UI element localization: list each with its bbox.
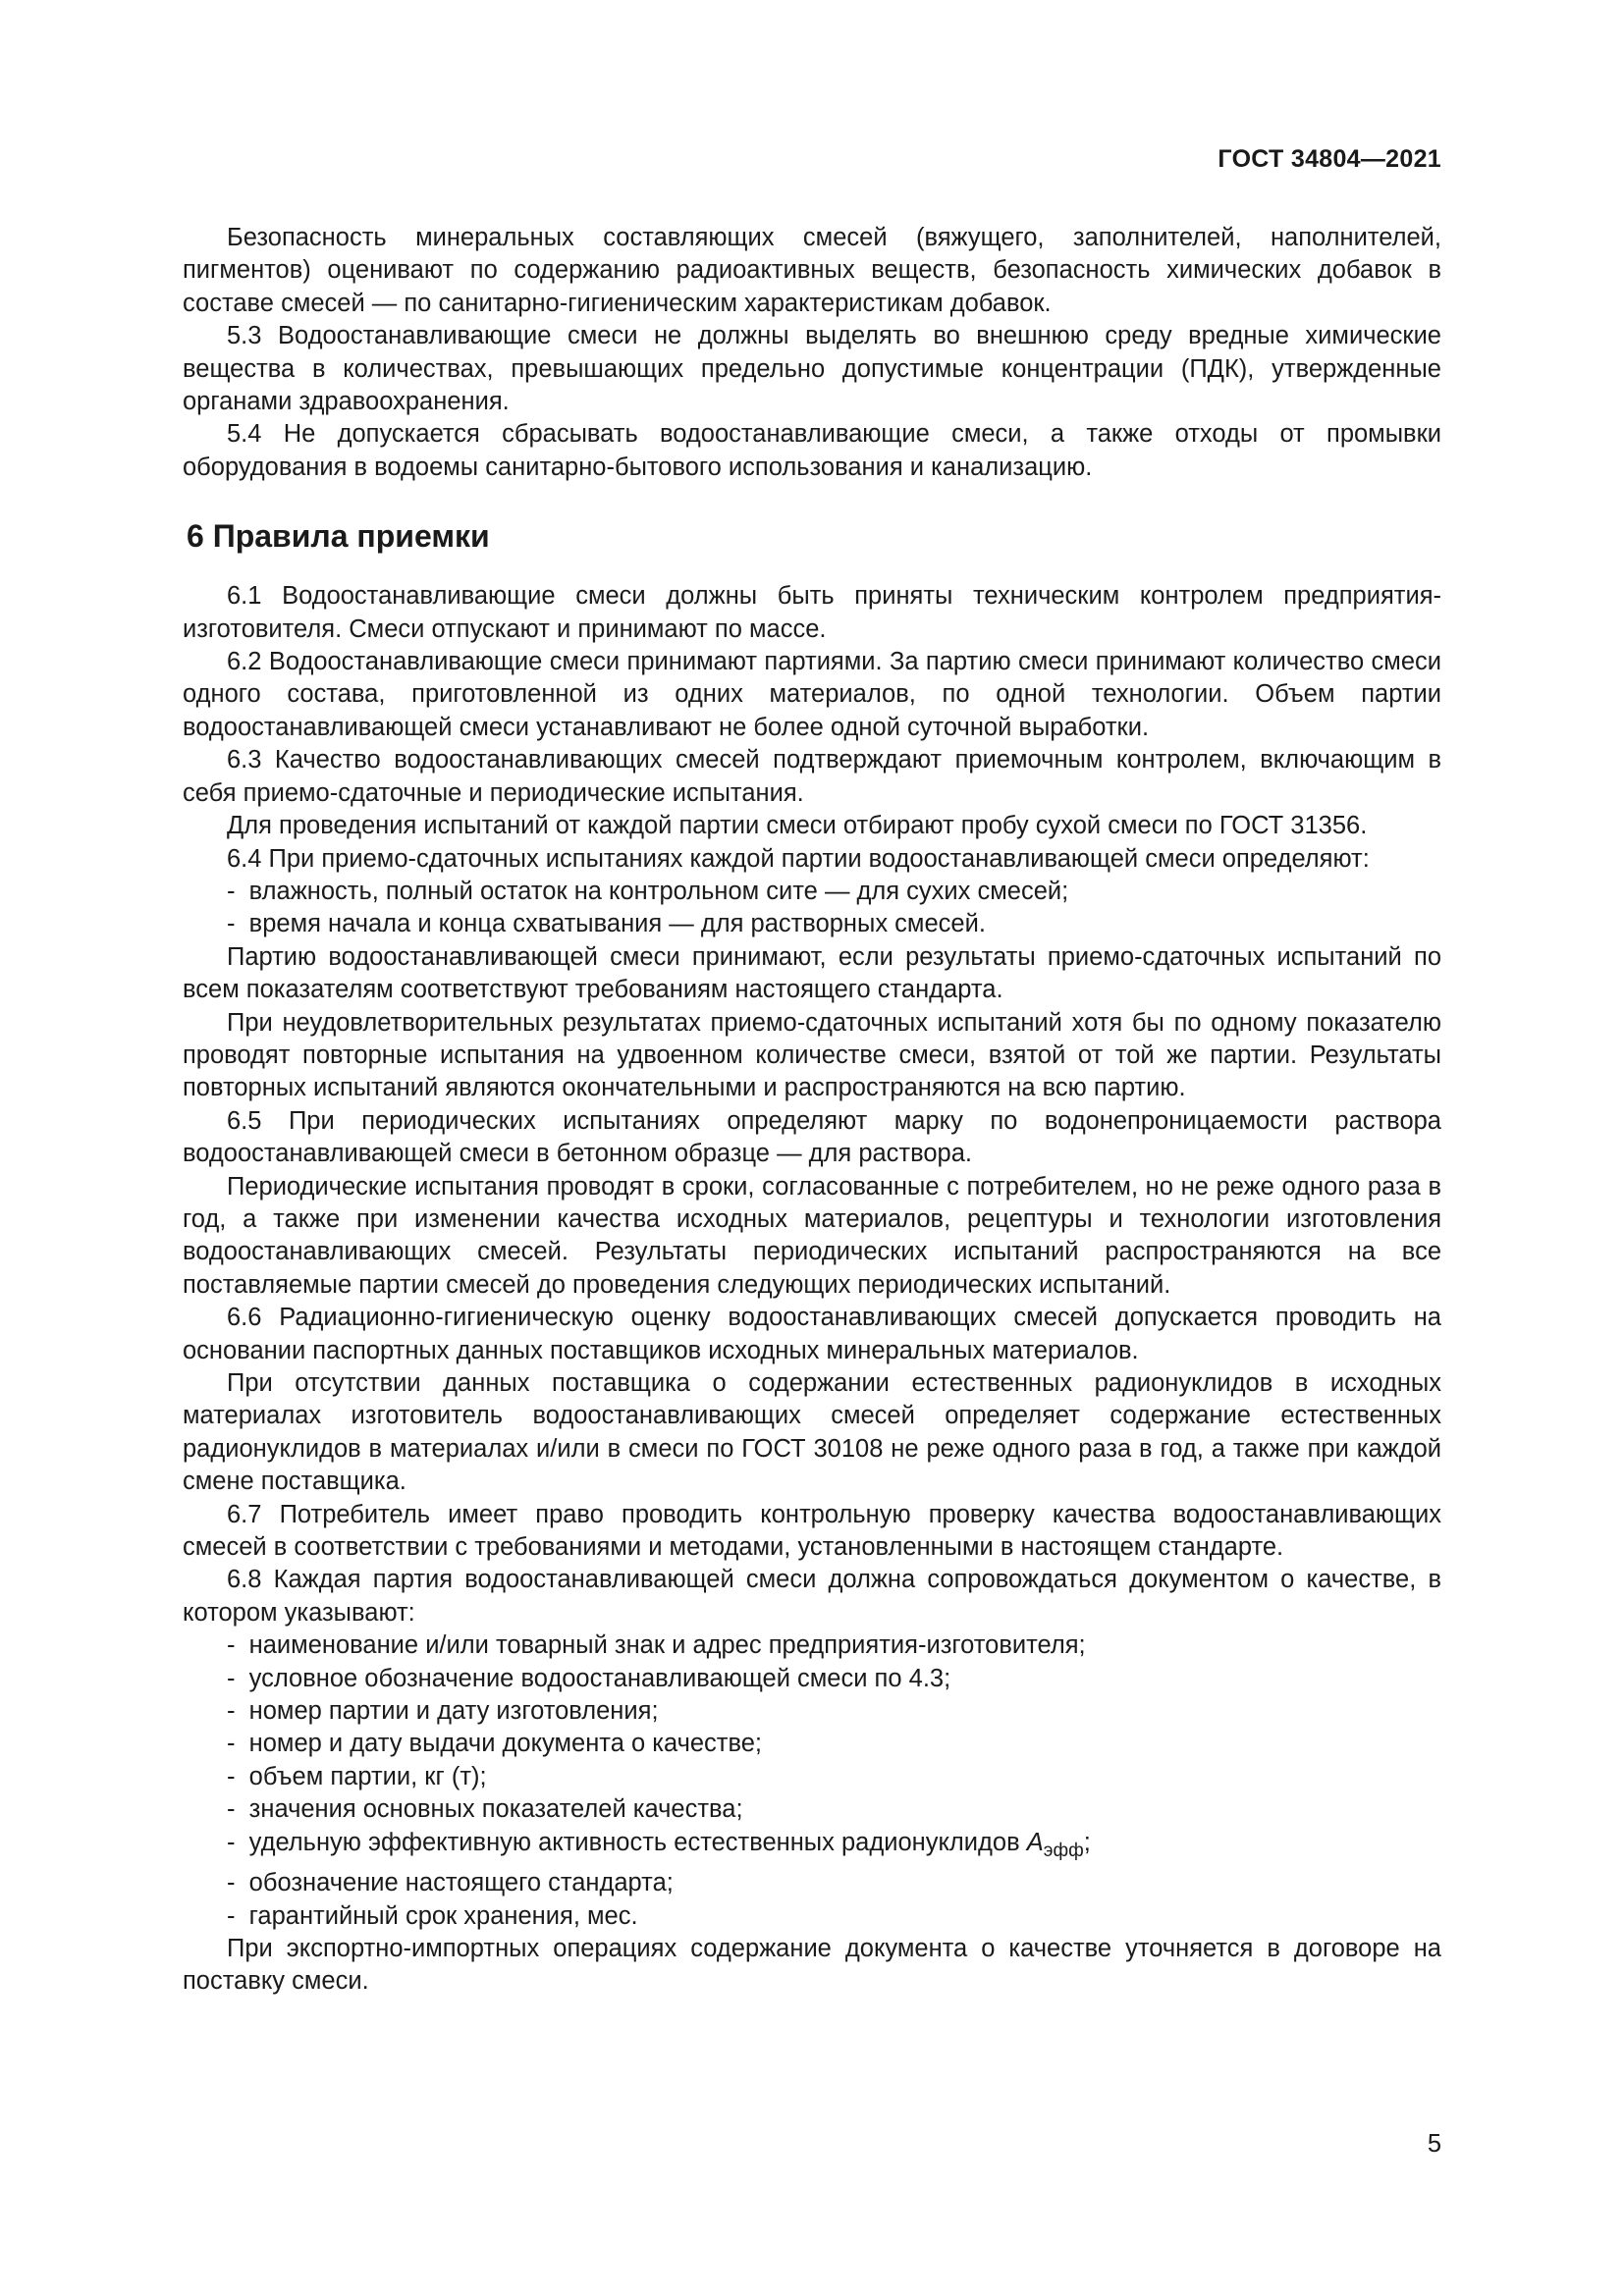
paragraph-6-2: 6.2 Водоостанавливающие смеси принимают партиями. За партию смеси принимают количество смеси одного состава, приготовленной из одних материалов, по одной технологии. Объем партии водоостанавливающей смеси устанавливают не более одной суточной выработки. xyxy=(183,648,1441,741)
list-item-activity xyxy=(183,1827,1441,1867)
list-item: - объем партии, кг (т); xyxy=(183,1761,1441,1793)
activity-subscript: эфф xyxy=(1043,1840,1084,1861)
paragraph-6-7: 6.7 Потребитель имеет право проводить контрольную проверку качества водоостанавливающих смесей в соответствии с требованиями и методами, установленными в настоящем стандарте. xyxy=(183,1500,1441,1562)
list-item: - номер и дату выдачи документа о качестве; xyxy=(183,1728,1441,1760)
paragraph-6-6: 6.6 Радиационно-гигиеническую оценку водоостанавливающих смесей допускается проводить на основании паспортных данных поставщиков исходных минеральных материалов. xyxy=(183,1304,1441,1364)
paragraph-final: При экспортно-импортных операциях содержание документа о качестве уточняется в договоре на поставку смеси. xyxy=(183,1934,1441,1996)
list-item: - номер партии и дату изготовления; xyxy=(183,1695,1441,1728)
paragraph-6-4: 6.4 При приемо-сдаточных испытаниях каждой партии водоостанавливающей смеси определяют: xyxy=(227,844,1370,873)
list-item: - обозначение настоящего стандарта; xyxy=(183,1867,1441,1899)
list-item-text: удельную эффективную активность естественных радионуклидов xyxy=(248,1828,1027,1856)
list-item: - время начала и конца схватывания — для растворных смесей. xyxy=(183,908,1441,940)
list-item: - условное обозначение водоостанавливающей смеси по 4.3; xyxy=(183,1663,1441,1695)
paragraph: Безопасность минеральных составляющих смесей (вяжущего, заполнителей, наполнителей, пигментов) оценивают по содержанию радиоактивных веществ, безопасность химических добавок в составе смесей — по санитарно-гигиеническим характеристикам добавок. xyxy=(183,224,1441,317)
list-item-suffix: ; xyxy=(1083,1828,1091,1856)
list-item: - гарантийный срок хранения, мес. xyxy=(183,1900,1441,1933)
paragraph-6-8: 6.8 Каждая партия водоостанавливающей смеси должна сопровождаться документом о качестве, в котором указывают: xyxy=(183,1566,1441,1627)
paragraph-6-1: 6.1 Водоостанавливающие смеси должны быть приняты техническим контролем предприятия-изготовителя. Смеси отпускают и принимают по массе. xyxy=(183,582,1441,643)
paragraph-6-5: 6.5 При периодических испытаниях определяют марку по водонепроницаемости раствора водоостанавливающей смеси в бетонном образце — для раствора. xyxy=(183,1106,1441,1168)
activity-symbol: А xyxy=(1026,1828,1044,1856)
acceptance-tests-list xyxy=(183,876,1441,941)
quality-document-list xyxy=(183,1629,1441,1933)
paragraph-5-3: 5.3 Водоостанавливающие смеси не должны выделять во внешнюю среду вредные химические вещества в количествах, превышающих предельно допустимые концентрации (ПДК), утвержденные органами здравоохранения. xyxy=(183,322,1441,416)
list-item: - значения основных показателей качества; xyxy=(183,1793,1441,1826)
paragraph-5-4: 5.4 Не допускается сбрасывать водоостанавливающие смеси, а также отходы от промывки оборудования в водоемы санитарно-бытового использования и канализацию. xyxy=(183,420,1441,481)
paragraph: Партию водоостанавливающей смеси принимают, если результаты приемо-сдаточных испытаний по всем показателям соответствуют требованиям настоящего стандарта. xyxy=(183,942,1441,1004)
paragraph-sampling: Для проведения испытаний от каждой партии смеси отбирают пробу сухой смеси по ГОСТ 31356. xyxy=(227,812,1368,840)
page-number: 5 xyxy=(1427,2130,1441,2158)
paragraph: Периодические испытания проводят в сроки, согласованные с потребителем, но не реже одного раза в год, а также при изменении качества исходных материалов, рецептуры и технологии изготовления водоостанавливающих смесей. Результаты периодических испытаний распространяются на все поставляемые партии смесей до проведения следующих периодических испытаний. xyxy=(183,1172,1441,1299)
list-item: - наименование и/или товарный знак и адрес предприятия-изготовителя; xyxy=(183,1629,1441,1662)
paragraph-6-3: 6.3 Качество водоостанавливающих смесей подтверждают приемочным контролем, включающим в себя приемо-сдаточные и периодические испытания. xyxy=(183,746,1441,807)
document-body xyxy=(183,222,1441,1999)
list-item: - влажность, полный остаток на контрольном сите — для сухих смесей; xyxy=(183,876,1441,908)
section-title: 6 Правила приемки xyxy=(187,518,490,555)
paragraph: При неудовлетворительных результатах приемо-сдаточных испытаний хотя бы по одному показателю проводят повторные испытания на удвоенном количестве смеси, взятой от той же партии. Результаты повторных испытаний являются окончательными и распространяются на всю партию. xyxy=(183,1008,1441,1102)
paragraph: При отсутствии данных поставщика о содержании естественных радионуклидов в исходных материалах изготовитель водоостанавливающих смесей определяет содержание естественных радионуклидов в материалах и/или в смеси по ГОСТ 30108 не реже одного раза в год, а также при каждой смене поставщика. xyxy=(183,1369,1441,1496)
document-header: ГОСТ 34804—2021 xyxy=(1218,145,1441,173)
